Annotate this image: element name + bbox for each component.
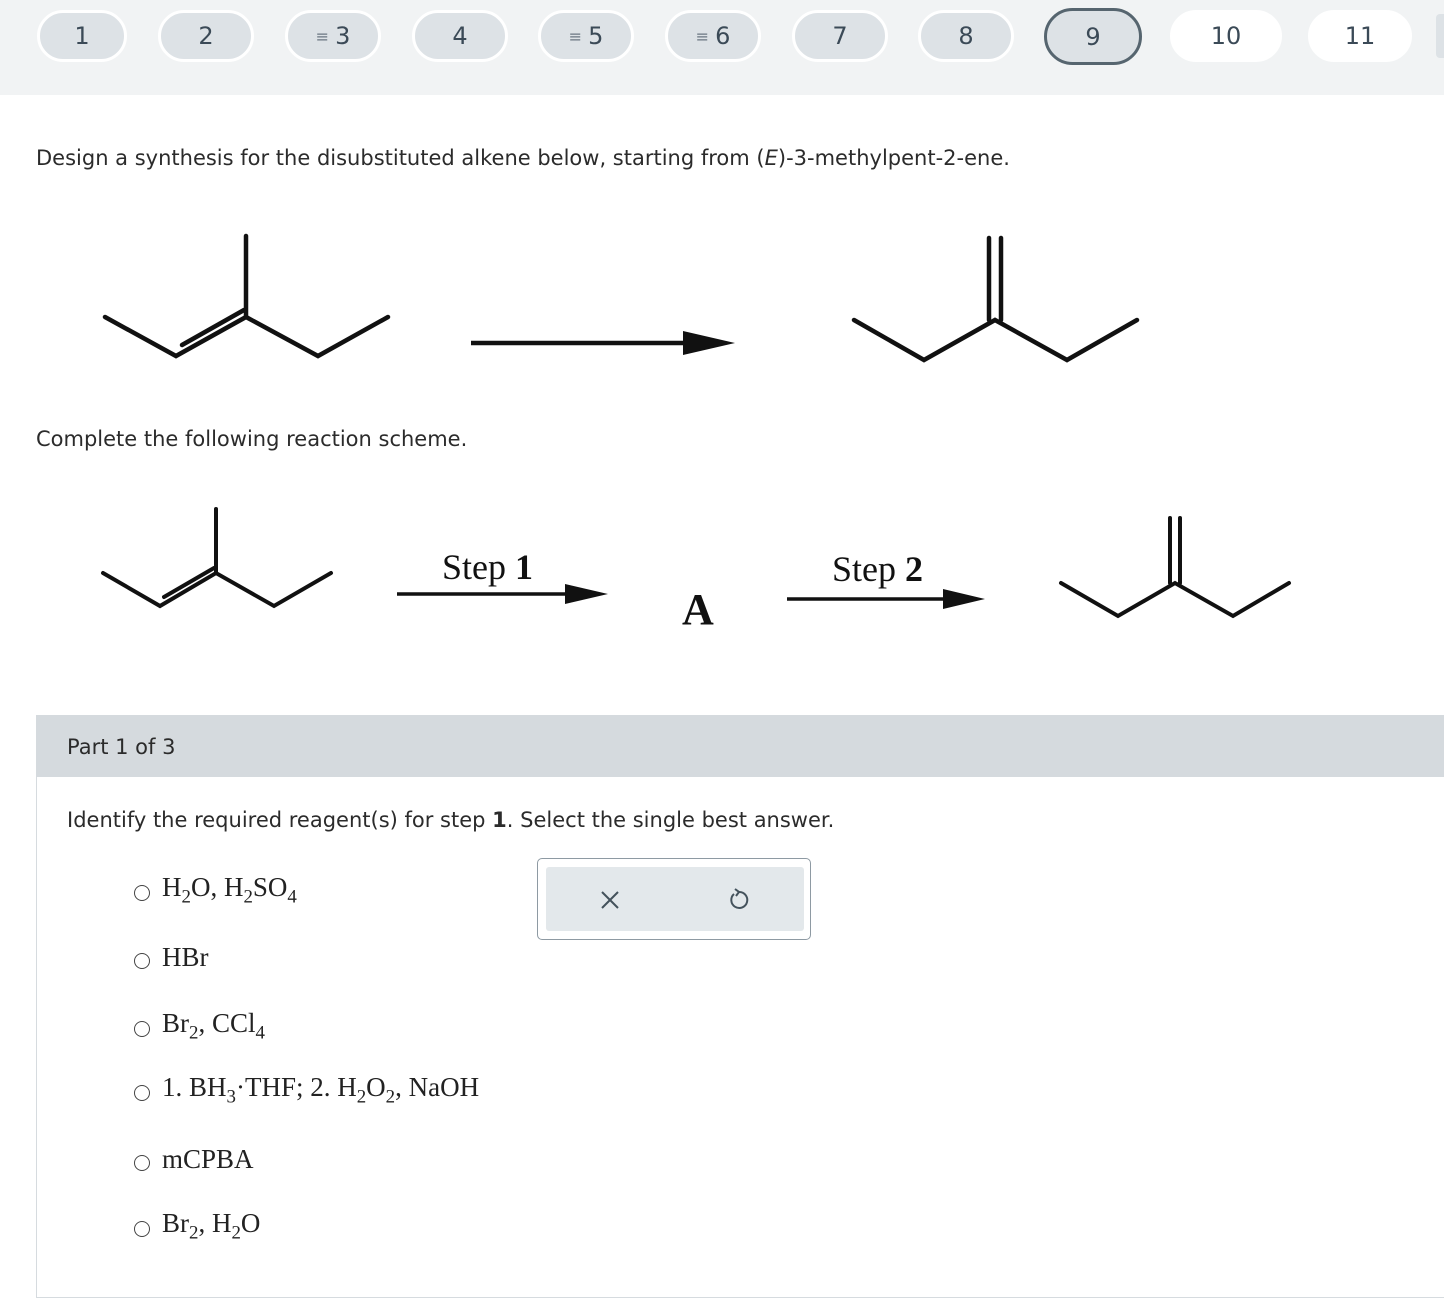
scheme-product-structure bbox=[1061, 518, 1289, 616]
choice-br2-h2o[interactable] bbox=[134, 1208, 260, 1244]
step1-label bbox=[442, 546, 533, 588]
question-text-prefix: Identify the required reagent(s) for step bbox=[67, 808, 493, 832]
radio-button[interactable] bbox=[134, 953, 150, 969]
question-number: 11 bbox=[1344, 22, 1376, 50]
undo-icon bbox=[727, 888, 751, 912]
choice-hydroboration[interactable] bbox=[134, 1072, 479, 1108]
scheme-starting-material-structure bbox=[103, 509, 331, 606]
radio-button[interactable] bbox=[134, 885, 150, 901]
starting-material-structure bbox=[105, 236, 388, 356]
choice-label: $H_2O$, $H_2SO_4$ bbox=[162, 872, 297, 908]
list-lines-icon: ≡ bbox=[315, 26, 330, 46]
question-step-number: 1 bbox=[492, 808, 507, 832]
radio-button[interactable] bbox=[134, 1085, 150, 1101]
problem-text-suffix: )-3-methylpent-2-ene. bbox=[777, 146, 1010, 170]
step2-label bbox=[832, 548, 923, 590]
choice-label: 1. $BH_3\cdot THF$; 2. $H_2O_2$, NaOH bbox=[162, 1072, 480, 1108]
target-product-structure bbox=[854, 238, 1137, 360]
clear-button[interactable] bbox=[590, 880, 630, 920]
choice-br2-ccl4[interactable] bbox=[134, 1008, 265, 1044]
choice-hbr[interactable] bbox=[134, 942, 209, 973]
answer-toolbox-inner bbox=[546, 867, 804, 931]
question-number: 2 bbox=[198, 22, 214, 50]
step-word: Step bbox=[442, 547, 516, 587]
close-icon bbox=[599, 889, 621, 911]
question-number: 1 bbox=[74, 22, 90, 50]
question-number: 10 bbox=[1210, 22, 1242, 50]
step-word: Step bbox=[832, 549, 906, 589]
question-number: 5 bbox=[588, 22, 604, 50]
radio-button[interactable] bbox=[134, 1155, 150, 1171]
question-number: 8 bbox=[958, 22, 974, 50]
choice-label: $Br_2$, CCl$_4$ bbox=[162, 1008, 265, 1044]
step2-arrow bbox=[787, 589, 985, 609]
choice-label: mCPBA bbox=[162, 1144, 254, 1174]
question-number: 4 bbox=[452, 22, 468, 50]
question-number: 9 bbox=[1085, 22, 1101, 51]
part-question bbox=[67, 808, 834, 832]
radio-button[interactable] bbox=[134, 1221, 150, 1237]
part-header bbox=[36, 715, 1444, 777]
step-number: 1 bbox=[515, 547, 534, 587]
list-lines-icon: ≡ bbox=[568, 26, 583, 46]
reaction-arrow bbox=[471, 331, 735, 355]
question-text-suffix: . Select the single best answer. bbox=[506, 808, 835, 832]
step-number: 2 bbox=[905, 549, 924, 589]
reaction-scheme bbox=[0, 480, 1444, 650]
choice-label: HBr bbox=[162, 942, 209, 972]
question-number: 3 bbox=[335, 22, 351, 50]
question-number: 6 bbox=[715, 22, 731, 50]
choice-h2o-h2so4[interactable] bbox=[134, 872, 297, 908]
intermediate-label: A bbox=[682, 585, 714, 634]
reset-button[interactable] bbox=[719, 880, 759, 920]
choice-mcpba[interactable] bbox=[134, 1144, 254, 1175]
choice-label: $Br_2$, $H_2O$ bbox=[162, 1208, 261, 1244]
part-header-label: Part 1 of 3 bbox=[67, 735, 176, 759]
scheme-prompt: Complete the following reaction scheme. bbox=[36, 427, 468, 451]
question-number: 7 bbox=[832, 22, 848, 50]
overview-reaction-scheme bbox=[0, 0, 1444, 420]
radio-button[interactable] bbox=[134, 1021, 150, 1037]
problem-text-prefix: Design a synthesis for the disubstituted alkene below, starting from ( bbox=[36, 146, 765, 170]
list-lines-icon: ≡ bbox=[695, 26, 710, 46]
stereo-descriptor: E bbox=[764, 146, 778, 170]
